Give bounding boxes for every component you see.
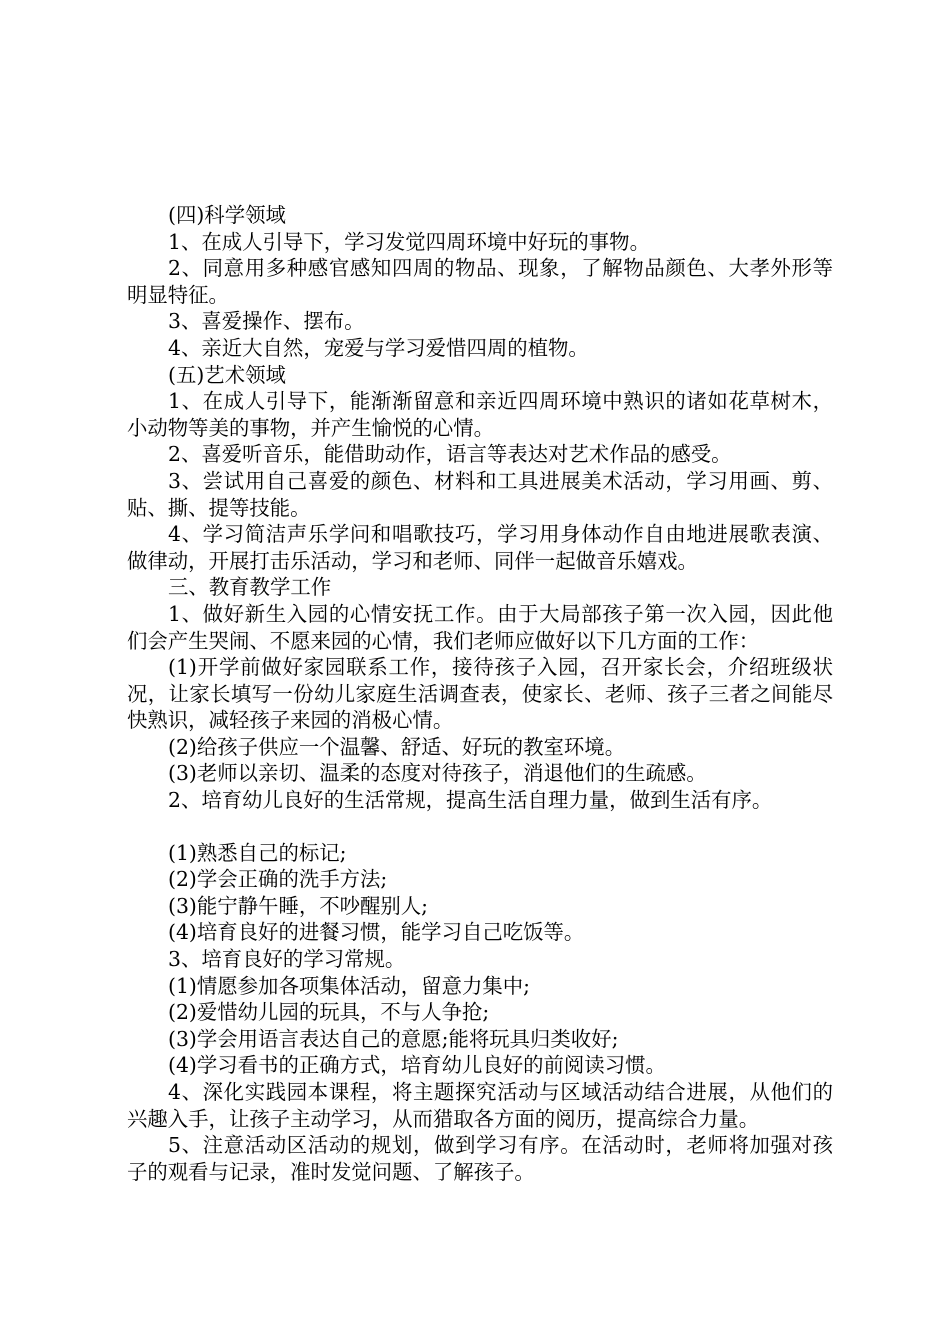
paragraph: 4、深化实践园本课程，将主题探究活动与区域活动结合进展，从他们的兴趣入手，让孩子主动学习，从而猎取各方面的阅历，提高综合力量。	[127, 1080, 833, 1131]
paragraph: 3、喜爱操作、摆布。	[168, 309, 365, 334]
paragraph: (1)熟悉自己的标记;	[168, 840, 347, 865]
paragraph: 1、在成人引导下，学习发觉四周环境中好玩的事物。	[168, 229, 650, 254]
paragraph: 3、培育良好的学习常规。	[168, 947, 406, 972]
paragraph: (4)学习看书的正确方式，培育幼儿良好的前阅读习惯。	[168, 1053, 666, 1078]
paragraph: (3)能宁静午睡，不吵醒别人;	[168, 893, 429, 918]
section-heading-science: (四)科学领域	[168, 203, 286, 227]
paragraph: (4)培育良好的进餐习惯，能学习自己吃饭等。	[168, 920, 585, 945]
paragraph: 2、同意用多种感官感知四周的物品、现象，了解物品颜色、大孝外形等明显特征。	[127, 256, 833, 307]
section-heading-teaching: 三、教育教学工作	[168, 575, 332, 600]
section-heading-art: (五)艺术领域	[168, 362, 286, 387]
paragraph: (1)开学前做好家园联系工作，接待孩子入园，召开家长会，介绍班级状况，让家长填写一份幼儿家庭生活调查表，使家长、老师、孩子三者之间能尽快熟识，减轻孩子来园的消极心情。	[127, 655, 833, 733]
blank-line	[127, 814, 833, 840]
paragraph: 4、亲近大自然，宠爱与学习爱惜四周的植物。	[168, 335, 589, 360]
document-body	[127, 202, 833, 1185]
paragraph: 1、做好新生入园的心情安抚工作。由于大局部孩子第一次入园，因此他们会产生哭闹、不愿来园的心情，我们老师应做好以下几方面的工作：	[127, 601, 833, 653]
paragraph: (2)学会正确的洗手方法;	[168, 867, 388, 892]
paragraph: (3)老师以亲切、温柔的态度对待孩子，消退他们的生疏感。	[168, 761, 707, 786]
paragraph: 2、培育幼儿良好的生活常规，提高生活自理力量，做到生活有序。	[168, 788, 773, 813]
paragraph: 1、在成人引导下，能渐渐留意和亲近四周环境中熟识的诸如花草树木，小动物等美的事物，并产生愉悦的心情。	[127, 389, 833, 440]
paragraph: (2)爱惜幼儿园的玩具，不与人争抢;	[168, 1000, 490, 1025]
paragraph: 2、喜爱听音乐，能借助动作，语言等表达对艺术作品的感受。	[168, 442, 732, 467]
paragraph: (2)给孩子供应一个温馨、舒适、好玩的教室环境。	[168, 734, 626, 759]
paragraph: 3、尝试用自己喜爱的颜色、材料和工具进展美术活动，学习用画、剪、贴、撕、提等技能。	[127, 468, 833, 520]
paragraph: (1)情愿参加各项集体活动，留意力集中;	[168, 973, 531, 998]
paragraph: (3)学会用语言表达自己的意愿;能将玩具归类收好;	[168, 1026, 619, 1051]
paragraph: 4、学习简洁声乐学问和唱歌技巧，学习用身体动作自由地进展歌表演、做律动，开展打击乐活动，学习和老师、同伴一起做音乐嬉戏。	[127, 522, 833, 573]
paragraph: 5、注意活动区活动的规划，做到学习有序。在活动时，老师将加强对孩子的观看与记录，准时发觉问题、了解孩子。	[127, 1133, 833, 1184]
